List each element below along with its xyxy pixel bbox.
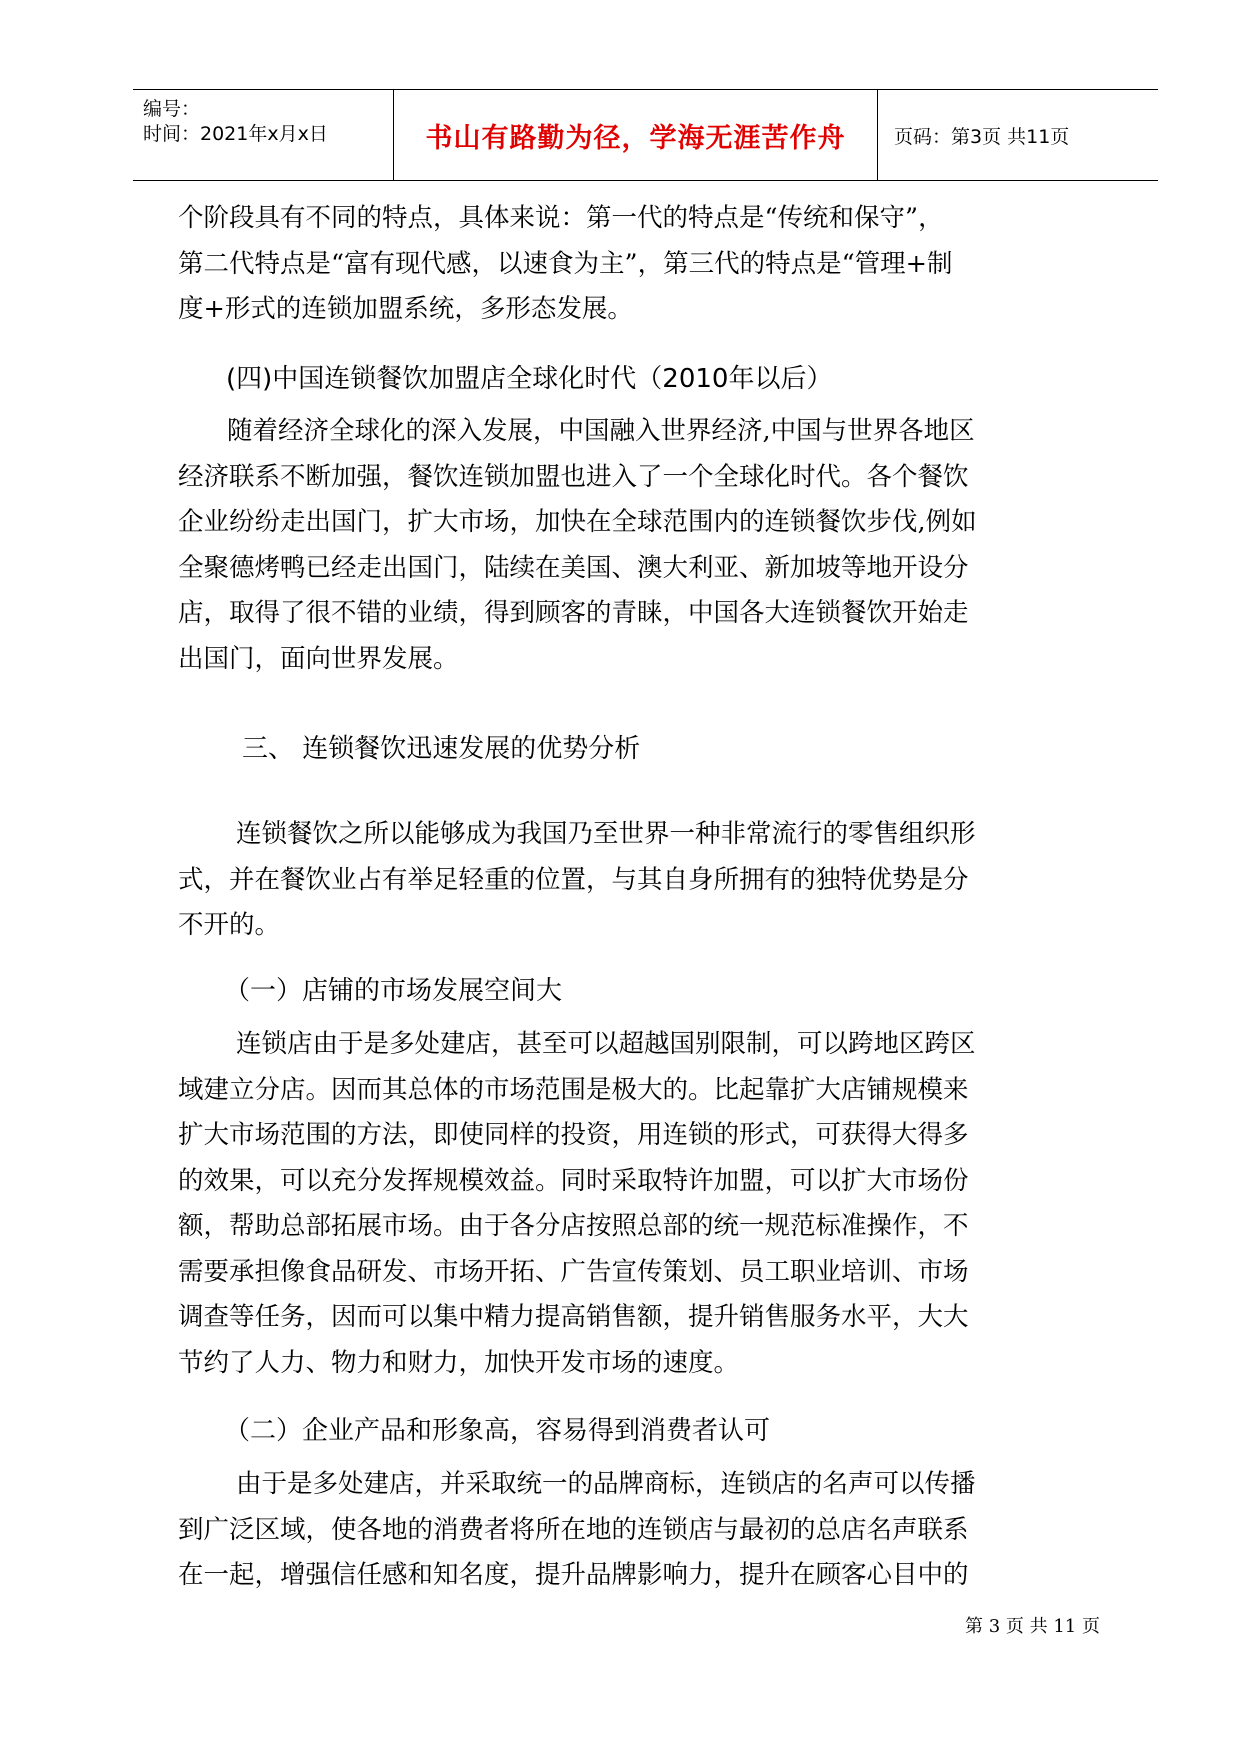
- paragraph-advantages-intro: [178, 812, 1116, 949]
- section-heading-three: 三、 连锁餐饮迅速发展的优势分析: [242, 734, 641, 764]
- text-line: 不开的。: [178, 910, 281, 940]
- header-meta: [133, 90, 393, 180]
- header-time-label: 时间：2021年x月x日: [143, 123, 328, 145]
- text-line: 额，帮助总部拓展市场。由于各分店按照总部的统一规范标准操作，不: [178, 1211, 969, 1241]
- text-line: 式，并在餐饮业占有举足轻重的位置，与其自身所拥有的独特优势是分: [178, 864, 969, 895]
- paragraph-globalization: [178, 409, 1116, 682]
- header-number-label: 编号：: [143, 98, 201, 120]
- text-line: 店，取得了很不错的业绩，得到顾客的青睐，中国各大连锁餐饮开始走: [178, 598, 969, 628]
- text-line: 随着经济全球化的深入发展，中国融入世界经济,中国与世界各地区: [227, 416, 975, 446]
- header-page-code: 页码：第3页 共11页: [894, 125, 1070, 148]
- text-line: 度+形式的连锁加盟系统，多形态发展。: [178, 294, 633, 324]
- text-line: 域建立分店。因而其总体的市场范围是极大的。比起靠扩大店铺规模来: [178, 1074, 969, 1105]
- text-line: 节约了人力、物力和财力，加快开发市场的速度。: [178, 1347, 740, 1378]
- page-footer: 第 3 页 共 11 页: [965, 1616, 1100, 1637]
- page-header: [133, 89, 1158, 181]
- text-line: 第二代特点是“富有现代感，以速食为主”，第三代的特点是“管理+制: [178, 248, 953, 279]
- section-heading-two: （二）企业产品和形象高，容易得到消费者认可: [224, 1416, 771, 1446]
- paragraph-generations: [178, 196, 1116, 333]
- text-line: 需要承担像食品研发、市场开拓、广告宣传策划、员工职业培训、市场: [178, 1256, 969, 1287]
- text-line: 的效果，可以充分发挥规模效益。同时采取特许加盟，可以扩大市场份: [178, 1165, 969, 1196]
- text-line: 经济联系不断加强，餐饮连锁加盟也进入了一个全球化时代。各个餐饮: [178, 461, 969, 492]
- header-motto-cell: [393, 90, 878, 180]
- header-page-code-cell: [878, 90, 1158, 180]
- text-line: 企业纷纷走出国门，扩大市场，加快在全球范围内的连锁餐饮步伐,例如: [178, 507, 977, 537]
- paragraph-market-space: [178, 1022, 1116, 1386]
- section-heading-one: （一）店铺的市场发展空间大: [224, 976, 563, 1006]
- text-line: 在一起，增强信任感和知名度，提升品牌影响力，提升在顾客心目中的: [178, 1560, 969, 1590]
- header-motto: 书山有路勤为径，学海无涯苦作舟: [425, 122, 846, 154]
- text-line: 全聚德烤鸭已经走出国门，陆续在美国、澳大利亚、新加坡等地开设分: [178, 552, 969, 583]
- text-line: 由于是多处建店，并采取统一的品牌商标，连锁店的名声可以传播: [236, 1469, 976, 1499]
- text-line: 扩大市场范围的方法，即使同样的投资，用连锁的形式，可获得大得多: [178, 1120, 969, 1150]
- text-line: 到广泛区域，使各地的消费者将所在地的连锁店与最初的总店名声联系: [178, 1514, 969, 1545]
- paragraph-brand-image: [178, 1462, 1116, 1599]
- text-line: 出国门，面向世界发展。: [178, 643, 459, 674]
- text-line: 连锁餐饮之所以能够成为我国乃至世界一种非常流行的零售组织形: [236, 819, 976, 849]
- text-line: 个阶段具有不同的特点，具体来说：第一代的特点是“传统和保守”，: [178, 203, 944, 233]
- text-line: 连锁店由于是多处建店，甚至可以超越国别限制，可以跨地区跨区: [236, 1029, 976, 1059]
- text-line: 调查等任务，因而可以集中精力提高销售额，提升销售服务水平，大大: [178, 1302, 969, 1332]
- section-heading-four: (四)中国连锁餐饮加盟店全球化时代（2010年以后）: [226, 364, 833, 394]
